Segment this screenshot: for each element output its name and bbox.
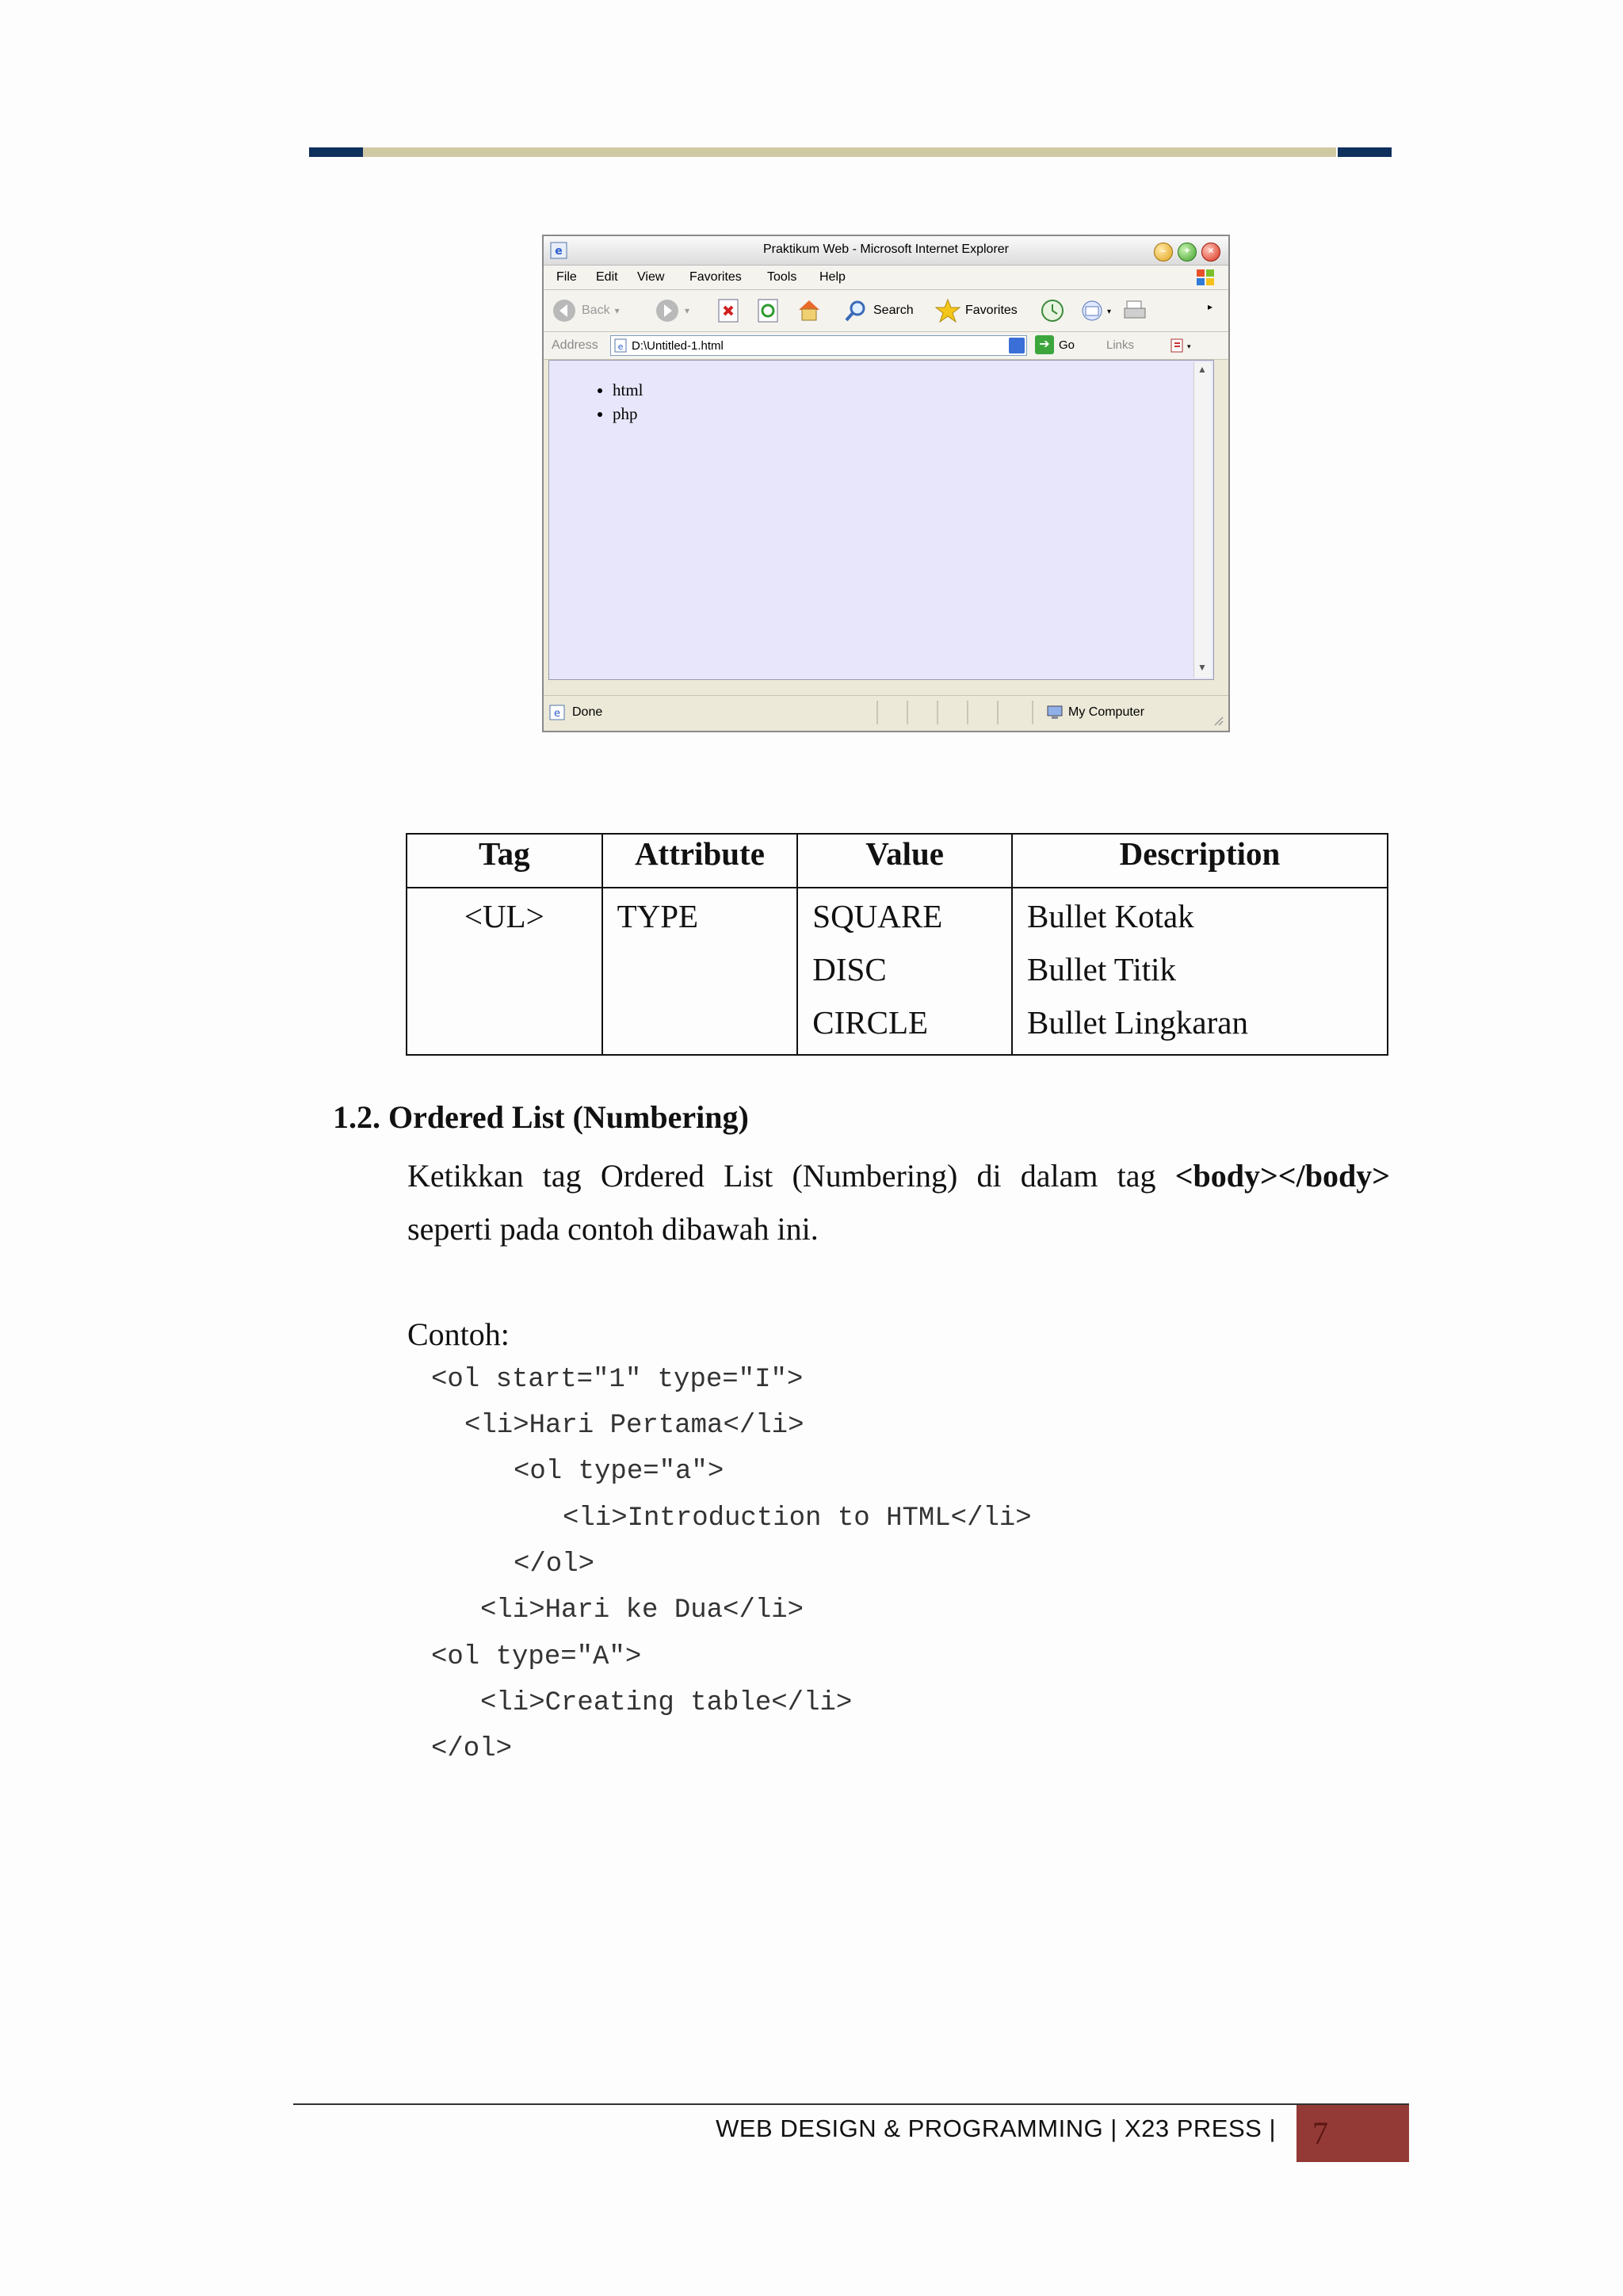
- table-header-row: [407, 834, 1388, 888]
- menu-bar: [544, 266, 1228, 290]
- header-rule: [309, 147, 1392, 157]
- description-item: Bullet Lingkaran: [1027, 1004, 1248, 1041]
- page-number-box: [1296, 2105, 1409, 2162]
- header-value: Value: [797, 834, 1012, 888]
- menu-view[interactable]: View: [637, 270, 665, 284]
- section-heading: 1.2. Ordered List (Numbering): [333, 1099, 749, 1135]
- value-item: SQUARE: [812, 898, 943, 934]
- page-number: 7: [1312, 2115, 1328, 2151]
- zone-label: My Computer: [1068, 705, 1145, 719]
- links-button[interactable]: Links: [1106, 338, 1135, 352]
- code-line: <ol start="1" type="I">: [431, 1365, 804, 1395]
- list-item: • php: [613, 402, 1213, 426]
- table-row: [407, 888, 1388, 1055]
- stop-icon[interactable]: [716, 298, 740, 323]
- footer-rule: [293, 2103, 1409, 2105]
- attribute-table: [406, 833, 1388, 1056]
- menu-favorites[interactable]: Favorites: [689, 270, 742, 284]
- back-label: Back: [582, 304, 610, 317]
- status-divider: [937, 701, 938, 724]
- header-description: Description: [1012, 834, 1388, 888]
- cell-descriptions: [1012, 888, 1388, 1055]
- value-item: DISC: [812, 951, 887, 988]
- status-divider: [967, 701, 968, 724]
- code-line: <li>Creating table</li>: [480, 1688, 853, 1718]
- header-attribute: Attribute: [602, 834, 798, 888]
- address-dropdown-icon[interactable]: [1009, 338, 1025, 353]
- windows-logo-icon: [1195, 268, 1216, 287]
- search-icon: [843, 298, 869, 323]
- menu-tools[interactable]: Tools: [767, 270, 797, 284]
- header-rule-left: [309, 147, 363, 157]
- code-line: <li>Hari Pertama</li>: [464, 1411, 804, 1441]
- value-item: CIRCLE: [812, 1004, 929, 1041]
- status-divider: [876, 701, 878, 724]
- security-zone: [1046, 704, 1144, 721]
- go-arrow-icon: ➔: [1035, 335, 1054, 354]
- go-label: Go: [1059, 338, 1075, 352]
- title-bar: [544, 236, 1228, 266]
- window-title: Praktikum Web - Microsoft Internet Explorer: [762, 243, 1010, 256]
- header-rule-middle: [363, 147, 1336, 157]
- favorites-button[interactable]: [935, 298, 1018, 323]
- address-label: Address: [552, 338, 598, 352]
- svg-text:e: e: [555, 245, 563, 258]
- svg-text:▾: ▾: [1187, 342, 1191, 350]
- favorites-label: Favorites: [965, 304, 1018, 317]
- resize-grip-icon[interactable]: [1211, 713, 1224, 726]
- footer-title: WEB DESIGN & PROGRAMMING | X23 PRESS |: [716, 2115, 1276, 2142]
- svg-text:e: e: [554, 708, 560, 720]
- maximize-button[interactable]: +: [1178, 243, 1197, 262]
- status-divider: [1032, 701, 1033, 724]
- history-icon[interactable]: [1040, 298, 1065, 323]
- status-text: Done: [572, 705, 603, 719]
- page-icon: [613, 338, 628, 353]
- svg-text:▾: ▾: [1107, 308, 1112, 316]
- search-button[interactable]: [843, 298, 914, 323]
- code-line: <li>Introduction to HTML</li>: [563, 1503, 1032, 1534]
- cell-attribute: TYPE: [602, 888, 798, 1055]
- address-input[interactable]: [610, 335, 1027, 356]
- header-tag: Tag: [407, 834, 602, 888]
- minimize-button[interactable]: –: [1154, 243, 1173, 262]
- section-paragraph: [407, 1149, 1390, 1255]
- svg-text:e: e: [617, 342, 624, 352]
- code-line: <ol type="A">: [431, 1642, 642, 1672]
- code-line: </ol>: [431, 1734, 513, 1764]
- code-line: <li>Hari ke Dua</li>: [480, 1595, 804, 1626]
- go-button[interactable]: [1035, 335, 1075, 354]
- home-icon[interactable]: [796, 296, 823, 323]
- vertical-scrollbar[interactable]: [1193, 362, 1212, 678]
- chevron-down-icon: ▾: [685, 305, 690, 316]
- status-bar: [544, 695, 1228, 731]
- description-item: Bullet Titik: [1027, 951, 1177, 988]
- close-button[interactable]: ×: [1201, 243, 1220, 262]
- toolbar: [544, 290, 1228, 332]
- paragraph-line-2: seperti pada contoh dibawah ini.: [407, 1211, 819, 1247]
- scroll-up-icon[interactable]: ▲: [1197, 364, 1207, 375]
- body-tag-text: <body></body>: [1174, 1158, 1390, 1194]
- description-item: Bullet Kotak: [1027, 898, 1194, 934]
- mail-icon[interactable]: [1081, 298, 1113, 323]
- address-bar: [544, 332, 1228, 360]
- back-arrow-icon: [552, 298, 577, 323]
- header-rule-right: [1338, 147, 1392, 157]
- menu-edit[interactable]: Edit: [596, 270, 618, 284]
- status-divider: [997, 701, 999, 724]
- rendered-list: [549, 378, 1213, 426]
- search-label: Search: [873, 304, 914, 317]
- cell-values: [797, 888, 1012, 1055]
- page-done-icon: [548, 704, 566, 721]
- paragraph-line-1: [407, 1149, 1390, 1202]
- example-label: Contoh:: [407, 1316, 510, 1352]
- menu-file[interactable]: File: [556, 270, 577, 284]
- refresh-icon[interactable]: [756, 298, 780, 323]
- code-line: </ol>: [514, 1549, 595, 1580]
- toolbar-more-icon[interactable]: ▸: [1208, 301, 1213, 312]
- back-button[interactable]: [552, 298, 620, 323]
- browser-screenshot: [542, 235, 1230, 732]
- star-icon: [935, 298, 960, 323]
- page-viewport[interactable]: [548, 360, 1214, 680]
- computer-icon: [1046, 704, 1064, 721]
- chevron-down-icon: ▾: [614, 305, 620, 316]
- paragraph-text: Ketikkan tag Ordered List (Numbering) di dalam tag: [407, 1158, 1175, 1194]
- code-line: <ol type="a">: [514, 1457, 724, 1487]
- print-icon[interactable]: [1122, 298, 1149, 323]
- extension-icon[interactable]: [1170, 337, 1192, 354]
- cell-tag: <UL>: [407, 888, 602, 1055]
- forward-arrow-icon: [655, 298, 680, 323]
- status-divider: [907, 701, 908, 724]
- scroll-down-icon[interactable]: ▼: [1197, 662, 1207, 673]
- list-item: • html: [613, 378, 1213, 402]
- address-value: D:\Untitled-1.html: [632, 339, 724, 353]
- menu-help[interactable]: Help: [819, 270, 846, 284]
- forward-button[interactable]: [655, 298, 689, 323]
